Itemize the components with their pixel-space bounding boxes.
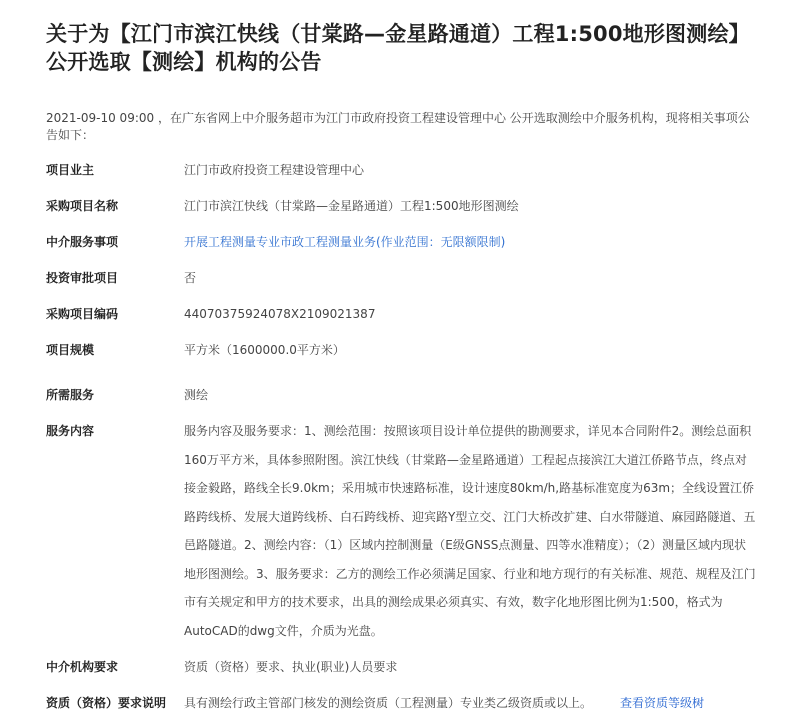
row-label: 采购项目编码 [46, 307, 119, 321]
row-value: 江门市滨江快线（甘棠路—金星路通道）工程1:500地形图测绘 [184, 199, 519, 213]
row-label: 投资审批项目 [46, 271, 119, 285]
row-label: 项目业主 [46, 163, 95, 177]
row-service-content [46, 423, 756, 645]
row-project-owner [46, 162, 756, 179]
row-value: 否 [184, 271, 197, 285]
page-title: 关于为【江门市滨江快线（甘棠路—金星路通道）工程1:500地形图测绘】公开选取【测绘】机构的公告 [46, 22, 750, 74]
row-value: 测绘 [184, 388, 209, 402]
row-label: 所需服务 [46, 388, 95, 402]
row-project-name [46, 198, 756, 215]
row-label: 资质（资格）要求说明 [46, 696, 167, 710]
row-agency-requirements [46, 659, 756, 676]
row-value [184, 695, 756, 712]
view-qualification-tree-link[interactable]: 查看资质等级树 [620, 696, 705, 710]
row-qualification-note [46, 695, 756, 712]
row-label: 项目规模 [46, 343, 95, 357]
row-value: 资质（资格）要求、执业(职业)人员要求 [184, 660, 398, 674]
row-investment-approval [46, 270, 756, 287]
row-project-code [46, 306, 756, 323]
row-label: 中介服务事项 [46, 235, 119, 249]
row-value: 平方米（1600000.0平方米） [184, 343, 345, 357]
row-value: 44070375924078X2109021387 [184, 307, 376, 321]
detail-list [46, 162, 756, 712]
row-label: 中介机构要求 [46, 660, 119, 674]
row-label: 服务内容 [46, 424, 95, 438]
service-item-link[interactable]: 开展工程测量专业市政工程测量业务(作业范围：无限额限制) [184, 235, 506, 249]
row-value: 服务内容及服务要求：1、测绘范围：按照该项目设计单位提供的勘测要求，详见本合同附件2。测绘总面积160万平方米，具体参照附图。滨江快线（甘棠路—金星路通道）工程起点接滨江大道江侨路节点，终点对接金毅路，路线全长9.0km；采用城市快速路标准，设计速度80km/h,路基标准宽度为63m；全线设置江侨路跨线桥、发展大道跨线桥、白石跨线桥、迎宾路Y型立交、江门大桥改扩建、白水带隧道、麻园路隧道、五邑路隧道。2、测绘内容：（1）区域内控制测量（E级GNSS点测量、四等水准精度）；（2）测量区域内现状地形图测绘。3、服务要求：乙方的测绘工作必须满足国家、行业和地方现行的有关标准、规范、规程及江门市有关规定和甲方的技术要求，出具的测绘成果必须真实、有效，数字化地形图比例为1:500，格式为AutoCAD的dwg文件，介质为光盘。 [184, 424, 756, 638]
row-project-scale [46, 342, 756, 359]
row-label: 采购项目名称 [46, 199, 119, 213]
intro-text: 2021-09-10 09:00 ，在广东省网上中介服务超市为江门市政府投资工程建设管理中心 公开选取测绘中介服务机构，现将相关事项公告如下： [46, 111, 750, 142]
row-service-item [46, 234, 756, 251]
row-value: 江门市政府投资工程建设管理中心 [184, 163, 365, 177]
qualification-text: 具有测绘行政主管部门核发的测绘资质（工程测量）专业类乙级资质或以上。 [184, 696, 593, 710]
row-required-service [46, 387, 756, 404]
